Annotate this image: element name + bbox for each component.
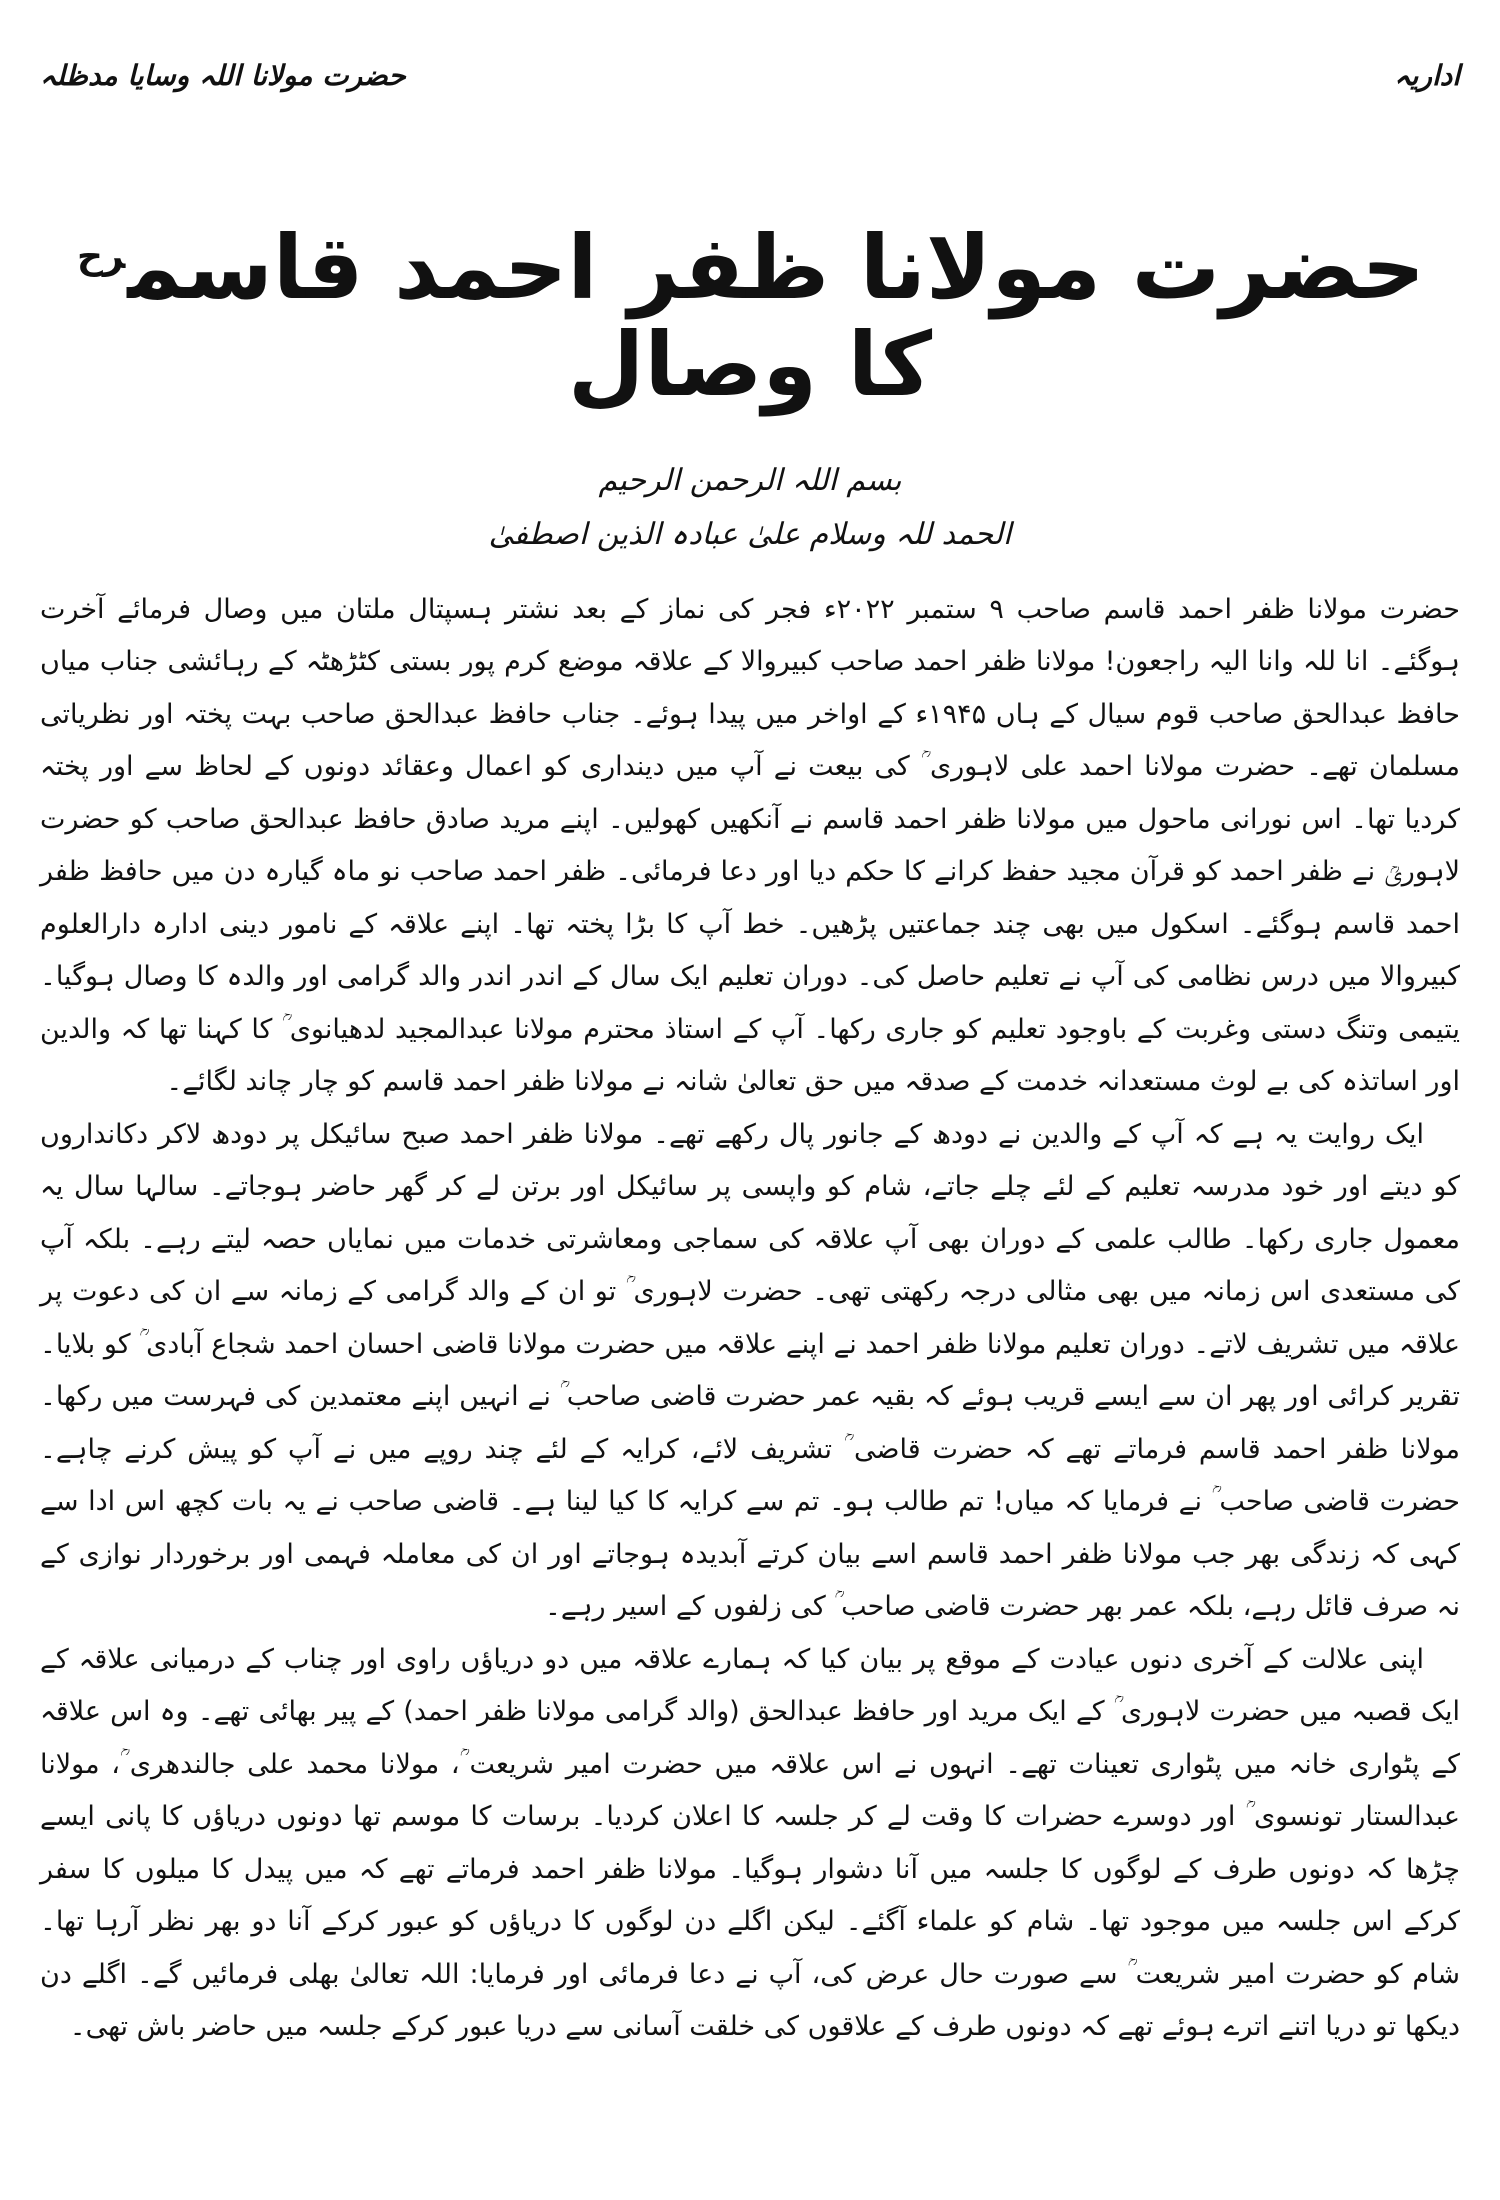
- author-line: حضرت مولانا اللہ وسایا مدظلہ: [40, 58, 406, 92]
- section-label: اداریہ: [1394, 58, 1460, 92]
- article-title: [40, 216, 1460, 416]
- paragraph-3: اپنی علالت کے آخری دنوں عیادت کے موقع پر بیان کیا کہ ہمارے علاقہ میں دو دریاؤں راوی اور چناب کے درمیانی علاقہ کے ایک قصبہ میں حضرت لاہوری ؒ کے ایک مرید اور حافظ عبدالحق (والد گرامی مولانا ظفر احمد) کے پیر بھائی تھے۔ وہ اس علاقہ کے پٹواری خانہ میں پٹواری تعینات تھے۔ انہوں نے اس علاقہ میں حضرت امیر شریعت ؒ، مولانا محمد علی جالندھری ؒ، مولانا عبدالستار تونسوی ؒ اور دوسرے حضرات کا وقت لے کر جلسہ کا اعلان کردیا۔ برسات کا موسم تھا دونوں دریاؤں کا پانی ایسے چڑھا کہ دونوں طرف کے لوگوں کا جلسہ میں آنا دشوار ہوگیا۔ مولانا ظفر احمد فرماتے تھے کہ میں پیدل کا میلوں کا سفر کرکے اس جلسہ میں موجود تھا۔ شام کو علماء آگئے۔ لیکن اگلے دن لوگوں کا دریاؤں کو عبور کرکے آنا دو بھر نظر آرہا تھا۔ شام کو حضرت امیر شریعت ؒ سے صورت حال عرض کی، آپ نے دعا فرمائی اور فرمایا: اللہ تعالیٰ بھلی فرمائیں گے۔ اگلے دن دیکھا تو دریا اتنے اترے ہوئے تھے کہ دونوں طرف کے علاقوں کی خلقت آسانی سے دریا عبور کرکے جلسہ میں حاضر باش تھی۔: [40, 1643, 1461, 2043]
- title-honorific: رح: [76, 235, 126, 277]
- running-header: [40, 40, 1460, 110]
- hamd-line: الحمد للہ وسلام علیٰ عبادہ الذین اصطفیٰ: [488, 516, 1012, 552]
- paragraph-1: حضرت مولانا ظفر احمد قاسم صاحب ۹ ستمبر ۲۰۲۲ء فجر کی نماز کے بعد نشتر ہسپتال ملتان میں وصال فرمائے آخرت ہوگئے۔ انا للہ وانا الیہ راجعون! مولانا ظفر احمد صاحب کبیروالا کے علاقہ موضع کرم پور بستی کٹڑھٹہ کے رہائشی جناب میاں حافظ عبدالحق صاحب قوم سیال کے ہاں ۱۹۴۵ء کے اواخر میں پیدا ہوئے۔ جناب حافظ عبدالحق صاحب بہت پختہ اور نظریاتی مسلمان تھے۔ حضرت مولانا احمد علی لاہوری ؒ کی بیعت نے آپ میں دینداری کو اعمال وعقائد دونوں کے لحاظ سے اور پختہ کردیا تھا۔ اس نورانی ماحول میں مولانا ظفر احمد قاسم نے آنکھیں کھولیں۔ اپنے مرید صادق حافظ عبدالحق صاحب کو حضرت لاہوریؒ نے ظفر احمد کو قرآن مجید حفظ کرانے کا حکم دیا اور دعا فرمائی۔ ظفر احمد صاحب نو ماہ گیارہ دن میں حافظ ظفر احمد قاسم ہوگئے۔ اسکول میں بھی چند جماعتیں پڑھیں۔ خط آپ کا بڑا پختہ تھا۔ اپنے علاقہ کے نامور دینی ادارہ دارالعلوم کبیروالا میں درس نظامی کی آپ نے تعلیم حاصل کی۔ دوران تعلیم ایک سال کے اندر اندر والد گرامی اور والدہ کا وصال ہوگیا۔ یتیمی وتنگ دستی وغربت کے باوجود تعلیم کو جاری رکھا۔ آپ کے استاذ محترم مولانا عبدالمجید لدھیانوی ؒ کا کہنا تھا کہ والدین اور اساتذہ کی بے لوث مستعدانہ خدمت کے صدقہ میں حق تعالیٰ شانہ نے مولانا ظفر احمد قاسم کو چار چاند لگائے۔: [40, 593, 1460, 1098]
- title-end: کا وصال: [568, 312, 932, 416]
- paragraph-2: ایک روایت یہ ہے کہ آپ کے والدین نے دودھ کے جانور پال رکھے تھے۔ مولانا ظفر احمد صبح سائیکل پر دودھ لاکر دکانداروں کو دیتے اور خود مدرسہ تعلیم کے لئے چلے جاتے، شام کو واپسی پر سائیکل اور برتن لے کر گھر حاضر ہوجاتے۔ سالہا سال یہ معمول جاری رکھا۔ طالب علمی کے دوران بھی آپ علاقہ کی سماجی ومعاشرتی خدمات میں نمایاں حصہ لیتے رہے۔ بلکہ آپ کی مستعدی اس زمانہ میں بھی مثالی درجہ رکھتی تھی۔ حضرت لاہوری ؒ تو ان کے والد گرامی کے زمانہ سے ان کی دعوت پر علاقہ میں تشریف لاتے۔ دوران تعلیم مولانا ظفر احمد نے اپنے علاقہ میں حضرت مولانا قاضی احسان احمد شجاع آبادی ؒ کو بلایا۔ تقریر کرائی اور پھر ان سے ایسے قریب ہوئے کہ بقیہ عمر حضرت قاضی صاحب ؒ نے انہیں اپنے معتمدین کی فہرست میں رکھا۔ مولانا ظفر احمد قاسم فرماتے تھے کہ حضرت قاضی ؒ تشریف لائے، کرایہ کے لئے چند روپے میں نے آپ کو پیش کرنے چاہے۔ حضرت قاضی صاحب ؒ نے فرمایا کہ میاں! تم طالب ہو۔ تم سے کرایہ کا کیا لینا ہے۔ قاضی صاحب نے یہ بات کچھ اس ادا سے کہی کہ زندگی بھر جب مولانا ظفر احمد قاسم اسے بیان کرتے آبدیدہ ہوجاتے اور ان کی معاملہ فہمی اور برخوردار نوازی کے نہ صرف قائل رہے، بلکہ عمر بھر حضرت قاضی صاحب ؒ کی زلفوں کے اسیر رہے۔: [40, 1118, 1461, 1623]
- title-main: حضرت مولانا ظفر احمد قاسم: [127, 216, 1426, 319]
- bismillah: بسم اللہ الرحمن الرحیم: [598, 462, 902, 498]
- article-body: [40, 584, 1460, 2054]
